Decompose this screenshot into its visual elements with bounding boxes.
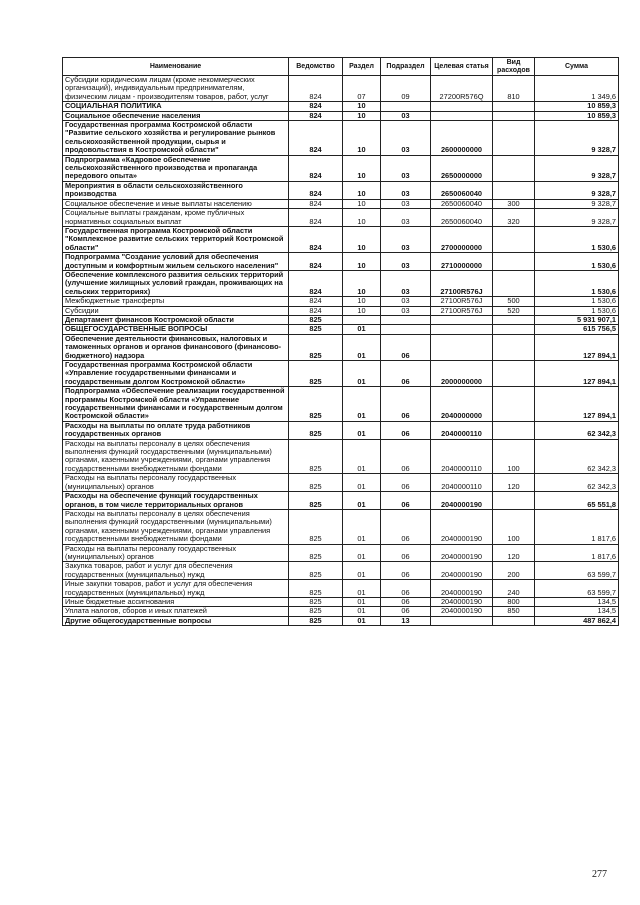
cell-sum: 10 859,3: [535, 111, 619, 120]
cell-subsection: [381, 315, 431, 324]
cell-dept: 825: [289, 421, 343, 439]
cell-target: [431, 102, 493, 111]
cell-sum: 1 817,6: [535, 509, 619, 544]
table-row: [63, 387, 619, 422]
cell-target: 2040000190: [431, 544, 493, 562]
cell-dept: 824: [289, 155, 343, 181]
cell-target: 2040000190: [431, 597, 493, 606]
cell-name: Субсидии: [63, 306, 289, 315]
cell-sum: 1 530,6: [535, 297, 619, 306]
cell-dept: 824: [289, 181, 343, 199]
table-body: [63, 76, 619, 626]
cell-dept: 825: [289, 607, 343, 616]
cell-name: Иные бюджетные ассигнования: [63, 597, 289, 606]
cell-section: 10: [343, 181, 381, 199]
cell-target: 2040000110: [431, 439, 493, 474]
cell-dept: 824: [289, 270, 343, 296]
cell-section: 10: [343, 155, 381, 181]
budget-table: [62, 57, 619, 626]
cell-section: 10: [343, 102, 381, 111]
cell-section: 01: [343, 325, 381, 334]
cell-kind: 810: [493, 76, 535, 102]
cell-section: 10: [343, 253, 381, 271]
cell-target: 2040000190: [431, 562, 493, 580]
cell-dept: 824: [289, 297, 343, 306]
cell-sum: 10 859,3: [535, 102, 619, 111]
table-row: [63, 315, 619, 324]
cell-dept: 825: [289, 509, 343, 544]
cell-kind: 520: [493, 306, 535, 315]
cell-subsection: 03: [381, 181, 431, 199]
cell-target: 2040000190: [431, 580, 493, 598]
cell-kind: 320: [493, 209, 535, 227]
cell-section: 10: [343, 270, 381, 296]
cell-kind: 100: [493, 509, 535, 544]
cell-target: [431, 111, 493, 120]
cell-dept: 825: [289, 562, 343, 580]
cell-section: 01: [343, 474, 381, 492]
cell-target: 2650000000: [431, 155, 493, 181]
cell-subsection: 06: [381, 607, 431, 616]
table-row: [63, 509, 619, 544]
cell-kind: [493, 421, 535, 439]
cell-kind: 120: [493, 474, 535, 492]
cell-name: Обеспечение деятельности финансовых, налоговых и таможенных органов и органов финансового (финансово-бюджетного) надзора: [63, 334, 289, 360]
cell-name: Государственная программа Костромской области "Развитие сельского хозяйства и регулирование рынков сельскохозяйственной продукции, сырья и продовольствия в Костромской области": [63, 121, 289, 156]
cell-subsection: 03: [381, 121, 431, 156]
cell-kind: [493, 111, 535, 120]
cell-name: Межбюджетные трансферты: [63, 297, 289, 306]
cell-section: 01: [343, 387, 381, 422]
table-row: [63, 325, 619, 334]
cell-sum: 65 551,8: [535, 492, 619, 510]
cell-dept: 825: [289, 315, 343, 324]
table-header-row: [63, 58, 619, 76]
cell-dept: 824: [289, 102, 343, 111]
table-row: [63, 253, 619, 271]
cell-subsection: 06: [381, 492, 431, 510]
cell-section: 07: [343, 76, 381, 102]
cell-sum: 62 342,3: [535, 421, 619, 439]
cell-name: ОБЩЕГОСУДАРСТВЕННЫЕ ВОПРОСЫ: [63, 325, 289, 334]
cell-sum: 63 599,7: [535, 562, 619, 580]
cell-name: Подпрограмма «Кадровое обеспечение сельскохозяйственного производства и пропаганда передового опыта»: [63, 155, 289, 181]
cell-kind: 120: [493, 544, 535, 562]
cell-name: Расходы на выплаты персоналу в целях обеспечения выполнения функций государственными (муниципальными) органами, казенными учреждениями, органами управления государственными внебюджетными фондами: [63, 509, 289, 544]
cell-name: Подпрограмма "Создание условий для обеспечения доступным и комфортным жильем сельского населения": [63, 253, 289, 271]
cell-kind: [493, 325, 535, 334]
table-row: [63, 421, 619, 439]
cell-target: 27100R576J: [431, 306, 493, 315]
cell-target: 2650060040: [431, 209, 493, 227]
cell-target: 2040000190: [431, 509, 493, 544]
cell-dept: 824: [289, 76, 343, 102]
cell-sum: 9 328,7: [535, 209, 619, 227]
cell-dept: 825: [289, 325, 343, 334]
cell-kind: 240: [493, 580, 535, 598]
header-section: Раздел: [343, 58, 381, 76]
cell-target: 2040000000: [431, 387, 493, 422]
header-sum: Сумма: [535, 58, 619, 76]
cell-sum: 62 342,3: [535, 474, 619, 492]
cell-sum: 62 342,3: [535, 439, 619, 474]
cell-sum: 1 349,6: [535, 76, 619, 102]
cell-name: Департамент финансов Костромской области: [63, 315, 289, 324]
cell-section: 01: [343, 580, 381, 598]
cell-name: Подпрограмма «Обеспечение реализации государственной программы Костромской области «Управление государственными финансами и государственным долгом Костромской области»: [63, 387, 289, 422]
cell-name: Субсидии юридическим лицам (кроме некоммерческих организаций), индивидуальным предпринимателям, физическим лицам - производителям товаров, работ, услуг: [63, 76, 289, 102]
table-row: [63, 121, 619, 156]
cell-target: [431, 616, 493, 625]
cell-name: Социальное обеспечение и иные выплаты населению: [63, 199, 289, 208]
cell-section: 10: [343, 121, 381, 156]
page-number: 277: [592, 869, 607, 880]
cell-sum: 1 530,6: [535, 226, 619, 252]
cell-kind: [493, 102, 535, 111]
cell-subsection: 06: [381, 334, 431, 360]
cell-section: 10: [343, 199, 381, 208]
cell-kind: [493, 253, 535, 271]
cell-dept: 824: [289, 111, 343, 120]
cell-target: 2710000000: [431, 253, 493, 271]
cell-dept: 824: [289, 253, 343, 271]
header-dept: Ведомство: [289, 58, 343, 76]
cell-dept: 825: [289, 580, 343, 598]
cell-sum: 615 756,5: [535, 325, 619, 334]
cell-name: Расходы на выплаты персоналу государственных (муниципальных) органов: [63, 474, 289, 492]
cell-subsection: 06: [381, 509, 431, 544]
cell-target: 27100R576J: [431, 270, 493, 296]
cell-name: Расходы на выплаты персоналу государственных (муниципальных) органов: [63, 544, 289, 562]
cell-dept: 825: [289, 334, 343, 360]
table-row: [63, 199, 619, 208]
cell-kind: [493, 334, 535, 360]
cell-sum: 134,5: [535, 607, 619, 616]
cell-target: 2040000190: [431, 492, 493, 510]
cell-dept: 824: [289, 121, 343, 156]
cell-kind: [493, 387, 535, 422]
cell-kind: [493, 492, 535, 510]
cell-subsection: 03: [381, 209, 431, 227]
cell-target: 2040000190: [431, 607, 493, 616]
cell-dept: 824: [289, 306, 343, 315]
cell-dept: 825: [289, 387, 343, 422]
cell-sum: 127 894,1: [535, 361, 619, 387]
cell-section: 10: [343, 297, 381, 306]
cell-section: 01: [343, 492, 381, 510]
cell-name: СОЦИАЛЬНАЯ ПОЛИТИКА: [63, 102, 289, 111]
cell-sum: 127 894,1: [535, 334, 619, 360]
cell-name: Иные закупки товаров, работ и услуг для обеспечения государственных (муниципальных) нужд: [63, 580, 289, 598]
cell-target: [431, 325, 493, 334]
cell-section: 01: [343, 334, 381, 360]
cell-kind: [493, 121, 535, 156]
cell-name: Обеспечение комплексного развития сельских территорий (улучшение жилищных условий граждан, проживающих на сельских территориях): [63, 270, 289, 296]
cell-section: 10: [343, 306, 381, 315]
table-row: [63, 580, 619, 598]
table-row: [63, 155, 619, 181]
cell-subsection: 06: [381, 387, 431, 422]
cell-kind: [493, 155, 535, 181]
cell-target: 27100R576J: [431, 297, 493, 306]
cell-section: 01: [343, 544, 381, 562]
cell-dept: 825: [289, 439, 343, 474]
header-subsection: Подраздел: [381, 58, 431, 76]
cell-subsection: 06: [381, 580, 431, 598]
cell-sum: 134,5: [535, 597, 619, 606]
cell-kind: [493, 315, 535, 324]
cell-target: 27200R576Q: [431, 76, 493, 102]
cell-dept: 825: [289, 544, 343, 562]
cell-name: Социальные выплаты гражданам, кроме публичных нормативных социальных выплат: [63, 209, 289, 227]
table-row: [63, 474, 619, 492]
cell-section: [343, 315, 381, 324]
cell-subsection: 03: [381, 297, 431, 306]
table-row: [63, 607, 619, 616]
cell-section: 01: [343, 361, 381, 387]
header-target: Целевая статья: [431, 58, 493, 76]
cell-name: Закупка товаров, работ и услуг для обеспечения государственных (муниципальных) нужд: [63, 562, 289, 580]
cell-section: 01: [343, 509, 381, 544]
cell-section: 10: [343, 209, 381, 227]
table-row: [63, 76, 619, 102]
cell-sum: 1 817,6: [535, 544, 619, 562]
cell-section: 01: [343, 421, 381, 439]
cell-name: Расходы на обеспечение функций государственных органов, в том числе территориальных органов: [63, 492, 289, 510]
cell-target: 2040000110: [431, 474, 493, 492]
cell-name: Расходы на выплаты по оплате труда работников государственных органов: [63, 421, 289, 439]
cell-dept: 824: [289, 226, 343, 252]
table-row: [63, 562, 619, 580]
cell-target: 2600000000: [431, 121, 493, 156]
cell-subsection: 06: [381, 439, 431, 474]
cell-section: 01: [343, 597, 381, 606]
cell-name: Расходы на выплаты персоналу в целях обеспечения выполнения функций государственными (муниципальными) органами, казенными учреждениями, органами управления государственными внебюджетными фондами: [63, 439, 289, 474]
cell-subsection: 03: [381, 226, 431, 252]
cell-sum: 1 530,6: [535, 253, 619, 271]
cell-name: Мероприятия в области сельскохозяйственного производства: [63, 181, 289, 199]
cell-target: 2000000000: [431, 361, 493, 387]
cell-dept: 824: [289, 199, 343, 208]
cell-dept: 824: [289, 209, 343, 227]
cell-section: 01: [343, 562, 381, 580]
cell-sum: 1 530,6: [535, 306, 619, 315]
cell-target: [431, 334, 493, 360]
table-row: [63, 439, 619, 474]
header-name: Наименование: [63, 58, 289, 76]
table-row: [63, 361, 619, 387]
cell-section: 10: [343, 226, 381, 252]
cell-sum: 127 894,1: [535, 387, 619, 422]
cell-target: 2650060040: [431, 181, 493, 199]
table-row: [63, 306, 619, 315]
cell-target: 2040000110: [431, 421, 493, 439]
cell-subsection: 06: [381, 544, 431, 562]
table-row: [63, 492, 619, 510]
cell-kind: [493, 616, 535, 625]
cell-kind: 850: [493, 607, 535, 616]
cell-subsection: [381, 325, 431, 334]
cell-sum: 9 328,7: [535, 155, 619, 181]
cell-name: Другие общегосударственные вопросы: [63, 616, 289, 625]
cell-name: Социальное обеспечение населения: [63, 111, 289, 120]
table-row: [63, 181, 619, 199]
cell-dept: 825: [289, 492, 343, 510]
cell-target: [431, 315, 493, 324]
table-row: [63, 544, 619, 562]
cell-sum: 487 862,4: [535, 616, 619, 625]
cell-sum: 63 599,7: [535, 580, 619, 598]
cell-name: Государственная программа Костромской области "Комплексное развитие сельских территорий Костромской области": [63, 226, 289, 252]
table-row: [63, 111, 619, 120]
table-row: [63, 297, 619, 306]
table-row: [63, 209, 619, 227]
cell-subsection: 03: [381, 253, 431, 271]
cell-kind: 300: [493, 199, 535, 208]
table-row: [63, 102, 619, 111]
cell-dept: 825: [289, 597, 343, 606]
cell-subsection: 03: [381, 306, 431, 315]
table-row: [63, 334, 619, 360]
cell-dept: 825: [289, 474, 343, 492]
cell-dept: 825: [289, 361, 343, 387]
header-kind: Вид расходов: [493, 58, 535, 76]
cell-kind: [493, 226, 535, 252]
cell-subsection: 03: [381, 155, 431, 181]
cell-subsection: 06: [381, 562, 431, 580]
cell-sum: 5 931 907,1: [535, 315, 619, 324]
cell-sum: 9 328,7: [535, 181, 619, 199]
cell-sum: 1 530,6: [535, 270, 619, 296]
cell-subsection: 13: [381, 616, 431, 625]
cell-subsection: 06: [381, 474, 431, 492]
table-row: [63, 597, 619, 606]
cell-kind: 800: [493, 597, 535, 606]
cell-kind: [493, 270, 535, 296]
cell-kind: 100: [493, 439, 535, 474]
cell-subsection: 06: [381, 597, 431, 606]
cell-subsection: 06: [381, 421, 431, 439]
cell-subsection: 03: [381, 111, 431, 120]
cell-section: 01: [343, 607, 381, 616]
table-row: [63, 226, 619, 252]
cell-target: 2650060040: [431, 199, 493, 208]
table-row: [63, 270, 619, 296]
cell-sum: 9 328,7: [535, 199, 619, 208]
cell-name: Государственная программа Костромской области «Управление государственными финансами и государственным долгом Костромской области»: [63, 361, 289, 387]
cell-kind: 500: [493, 297, 535, 306]
cell-subsection: 03: [381, 270, 431, 296]
cell-section: 10: [343, 111, 381, 120]
cell-kind: 200: [493, 562, 535, 580]
cell-kind: [493, 181, 535, 199]
cell-section: 01: [343, 616, 381, 625]
cell-subsection: 03: [381, 199, 431, 208]
cell-subsection: 09: [381, 76, 431, 102]
cell-kind: [493, 361, 535, 387]
cell-sum: 9 328,7: [535, 121, 619, 156]
cell-section: 01: [343, 439, 381, 474]
cell-subsection: 06: [381, 361, 431, 387]
table-row: [63, 616, 619, 625]
cell-name: Уплата налогов, сборов и иных платежей: [63, 607, 289, 616]
cell-dept: 825: [289, 616, 343, 625]
cell-target: 2700000000: [431, 226, 493, 252]
cell-subsection: [381, 102, 431, 111]
